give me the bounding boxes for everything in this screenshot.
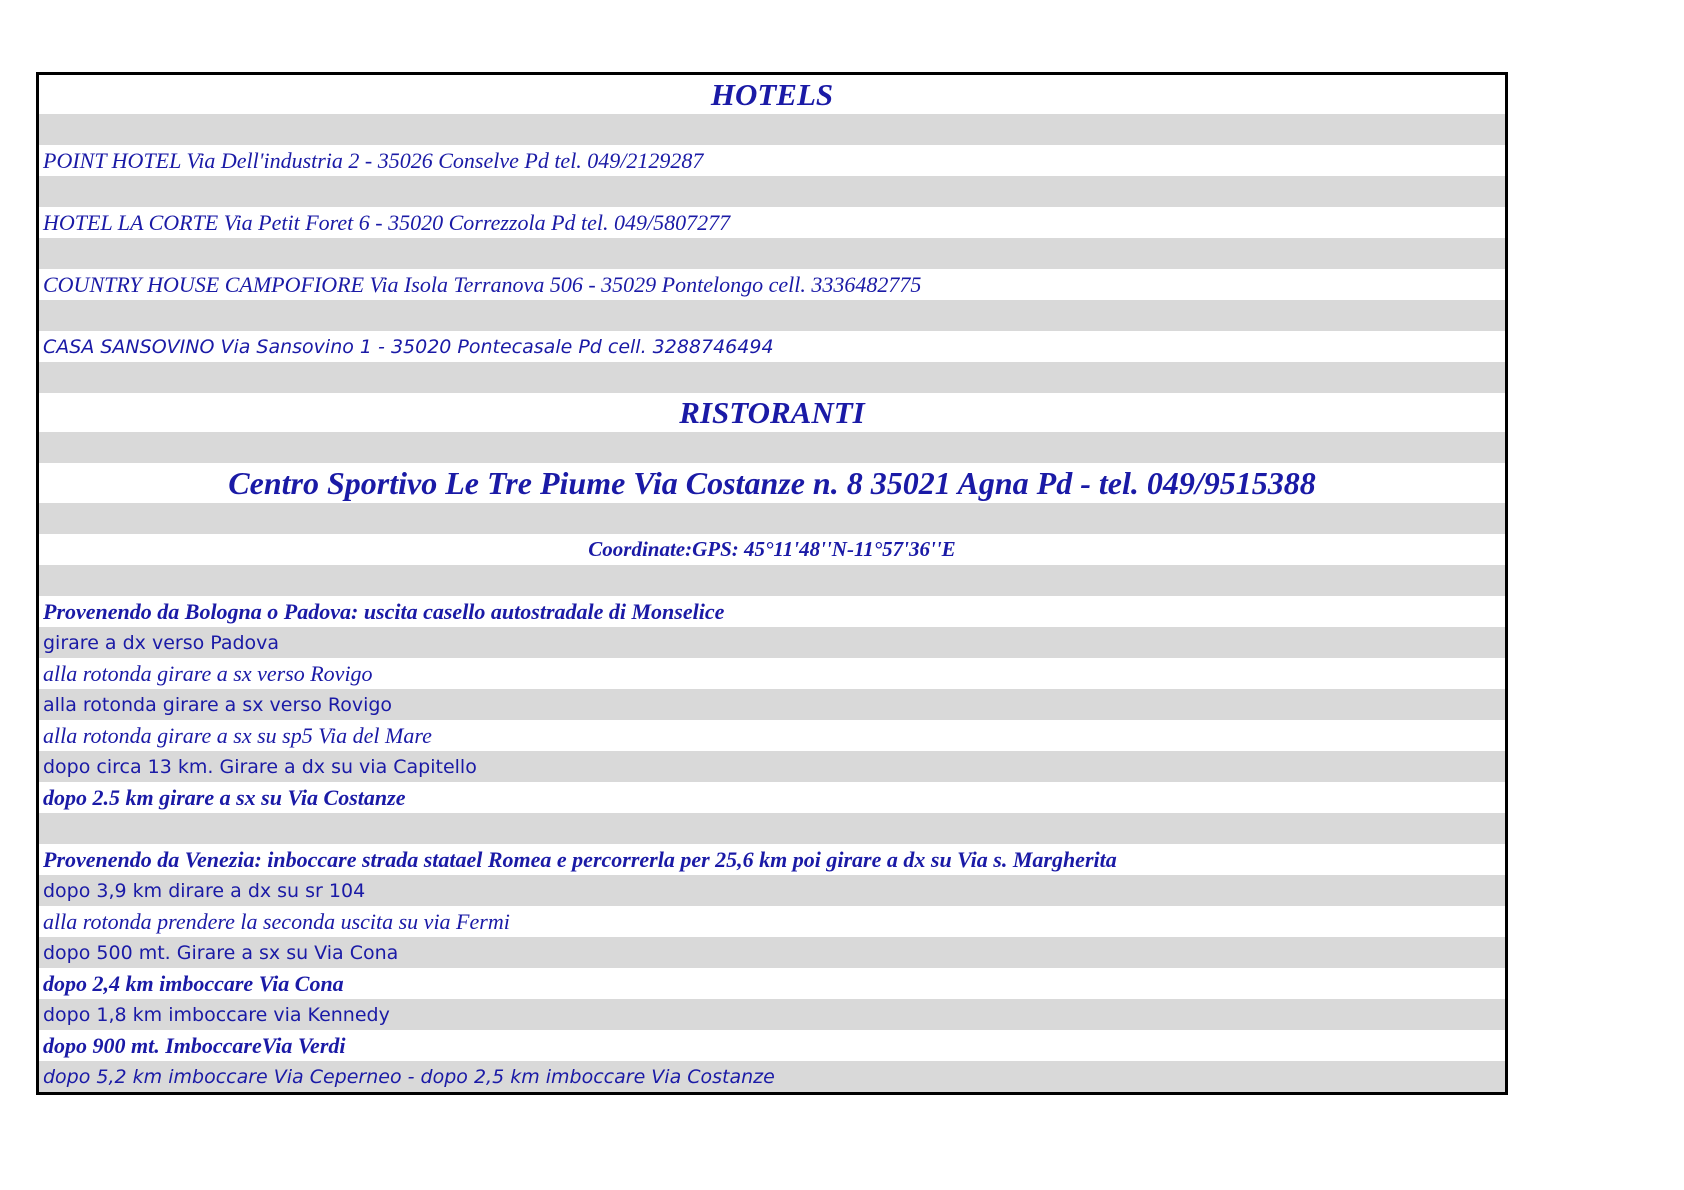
spacer-row xyxy=(39,565,1505,596)
spacer-row xyxy=(39,362,1505,393)
hotel-entry-sansovino: CASA SANSOVINO Via Sansovino 1 - 35020 Pontecasale Pd cell. 3288746494 xyxy=(39,331,1505,362)
venezia-step: dopo 500 mt. Girare a sx su Via Cona xyxy=(39,937,1505,968)
spacer-row xyxy=(39,176,1505,207)
hotels-restaurants-sheet xyxy=(36,72,1508,1095)
venezia-step: dopo 2,4 km imboccare Via Cona xyxy=(39,968,1505,999)
ristoranti-title: RISTORANTI xyxy=(39,393,1505,432)
hotel-entry-la-corte: HOTEL LA CORTE Via Petit Foret 6 - 35020 Correzzola Pd tel. 049/5807277 xyxy=(39,207,1505,238)
bologna-step: girare a dx verso Padova xyxy=(39,627,1505,658)
hotel-entry-point-hotel: POINT HOTEL Via Dell'industria 2 - 35026 Conselve Pd tel. 049/2129287 xyxy=(39,145,1505,176)
spacer-row xyxy=(39,503,1505,534)
venezia-directions-heading: Provenendo da Venezia: inboccare strada statael Romea e percorrerla per 25,6 km poi girare a dx su Via s. Margherita xyxy=(39,844,1505,875)
venezia-step: dopo 900 mt. ImboccareVia Verdi xyxy=(39,1030,1505,1061)
venezia-step: dopo 1,8 km imboccare via Kennedy xyxy=(39,999,1505,1030)
spacer-row xyxy=(39,432,1505,463)
venezia-step: dopo 3,9 km dirare a dx su sr 104 xyxy=(39,875,1505,906)
bologna-step: dopo circa 13 km. Girare a dx su via Capitello xyxy=(39,751,1505,782)
bologna-directions-heading: Provenendo da Bologna o Padova: uscita casello autostradale di Monselice xyxy=(39,596,1505,627)
spacer-row xyxy=(39,813,1505,844)
venezia-step: dopo 5,2 km imboccare Via Ceperneo - dopo 2,5 km imboccare Via Costanze xyxy=(39,1061,1505,1092)
venezia-step: alla rotonda prendere la seconda uscita su via Fermi xyxy=(39,906,1505,937)
hotel-entry-campofiore: COUNTRY HOUSE CAMPOFIORE Via Isola Terranova 506 - 35029 Pontelongo cell. 3336482775 xyxy=(39,269,1505,300)
spacer-row xyxy=(39,300,1505,331)
bologna-step: dopo 2.5 km girare a sx su Via Costanze xyxy=(39,782,1505,813)
bologna-step: alla rotonda girare a sx su sp5 Via del Mare xyxy=(39,720,1505,751)
bologna-step: alla rotonda girare a sx verso Rovigo xyxy=(39,658,1505,689)
spacer-row xyxy=(39,238,1505,269)
bologna-step: alla rotonda girare a sx verso Rovigo xyxy=(39,689,1505,720)
spacer-row xyxy=(39,114,1505,145)
restaurant-name-line: Centro Sportivo Le Tre Piume Via Costanze n. 8 35021 Agna Pd - tel. 049/9515388 xyxy=(39,463,1505,503)
hotels-title: HOTELS xyxy=(39,75,1505,114)
gps-coordinates: Coordinate:GPS: 45°11'48''N-11°57'36''E xyxy=(39,534,1505,565)
